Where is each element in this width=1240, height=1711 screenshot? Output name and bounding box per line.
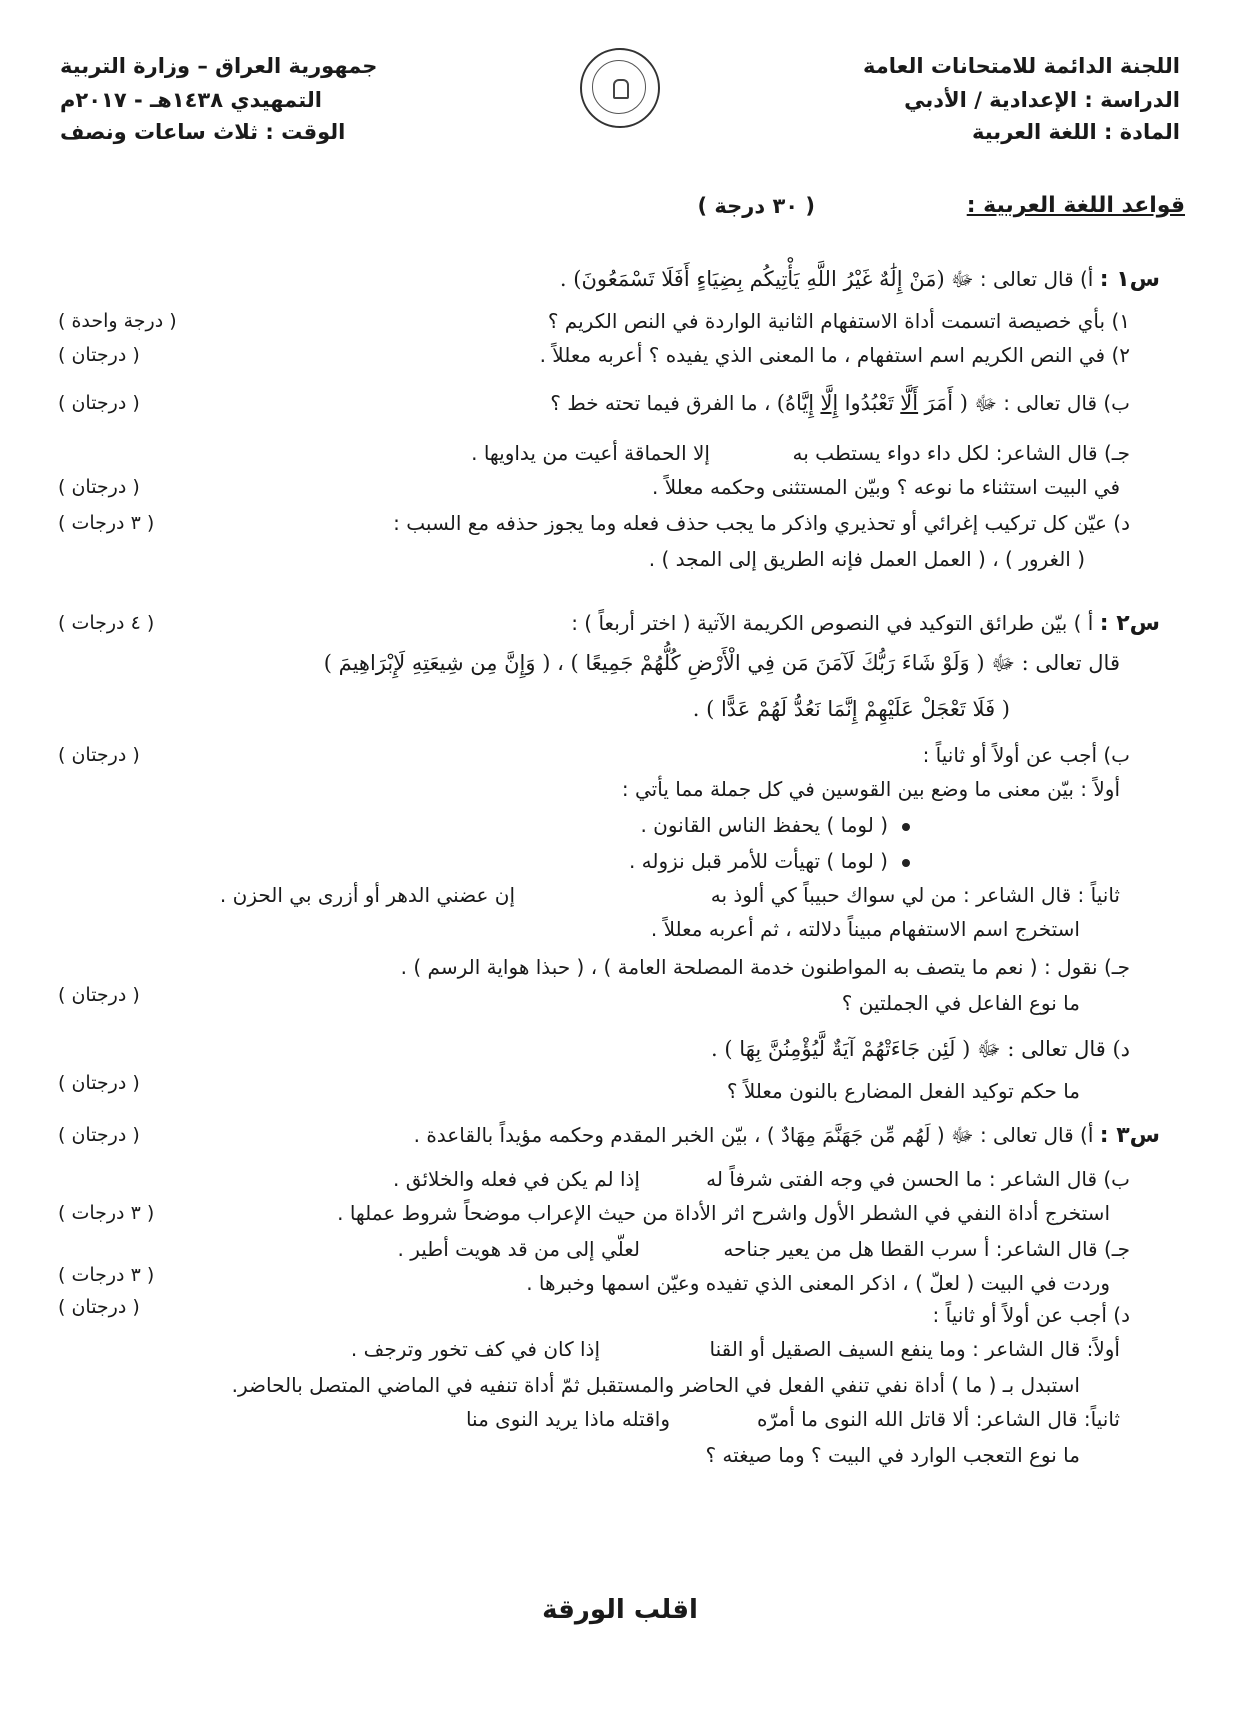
q3-b-verse-second: إذا لم يكن في فعله والخلائق . (393, 1167, 640, 1191)
q2-c-question: ما نوع الفاعل في الجملتين ؟ (841, 991, 1080, 1015)
q2-a-marks: ( ٤ درجات ) (58, 612, 155, 634)
q2-b-first: أولاً : بيّن معنى ما وضع بين القوسين في كل جملة مما يأتي : (621, 777, 1120, 801)
q2-b-second-question: استخرج اسم الاستفهام مبيناً دلالته ، ثم أعربه معللاً . (650, 917, 1080, 941)
q1-b-verse-underlined-2: إِلَّا (820, 391, 839, 415)
q3-d-first-verse-second: إذا كان في كف تخور وترجف . (350, 1337, 600, 1361)
q1-a2-marks: ( درجتان ) (58, 344, 140, 366)
q1-b-verse-3: إِيَّاهُ) (776, 391, 815, 415)
q1-c-verse-second: إلا الحماقة أعيت من يداويها . (471, 441, 710, 465)
q1-c-question: في البيت استثناء ما نوعه ؟ وبيّن المستثنى وحكمه معللاً . (652, 475, 1120, 499)
q1-d-items: ( الغرور ) ، ( العمل العمل فإنه الطريق إلى المجد ) . (648, 547, 1085, 571)
q3-b-question: استخرج أداة النفي في الشطر الأول واشرح اثر الأداة من حيث الإعراب موضحاً شروط عملها . (337, 1201, 1110, 1225)
q3-b-marks: ( ٣ درجات ) (58, 1202, 155, 1224)
country-ministry: جمهورية العراق – وزارة التربية (60, 54, 378, 78)
q2-a-question: أ ) بيّن طرائق التوكيد في النصوص الكريمة الآتية ( اختر أربعاً ) : (571, 611, 1094, 635)
q2-b-second-verse-second: إن عضني الدهر أو أزرى بي الحزن . (219, 883, 515, 907)
q1-c-verse-first: جـ) قال الشاعر: لكل داء دواء يستطب به (792, 441, 1130, 465)
q2-b-first-item-2 (50, 844, 910, 878)
q1-a2: ٢) في النص الكريم اسم استفهام ، ما المعنى الذي يفيده ؟ أعربه معللاً . (539, 343, 1130, 367)
q1-a-verse: (مَنْ إِلَٰهٌ غَيْرُ اللَّهِ يَأْتِيكُم بِضِيَاءٍ أَفَلَا تَسْمَعُونَ) . (559, 267, 945, 291)
q2-b-first-1-text: ( لوما ) يحفظ الناس القانون . (640, 813, 888, 837)
q1-b-verse-2: تَعْبُدُوا (844, 391, 894, 415)
q1-c-marks: ( درجتان ) (58, 476, 140, 498)
subject-name: المادة : اللغة العربية (972, 120, 1180, 144)
q1-d-question: د) عيّن كل تركيب إغرائي أو تحذيري واذكر ما يجب حذف فعله وما يجوز حذفه مع السبب : (393, 511, 1130, 535)
q1-b-intro: ب) قال تعالى : ﷻ (974, 391, 1130, 415)
q3-c-verse-second: لعلّي إلى من قد هويت أطير . (397, 1237, 640, 1261)
section-title: قواعد اللغة العربية : (966, 193, 1185, 218)
q1-b-marks: ( درجتان ) (58, 392, 140, 414)
q3-d-second-verse-second: واقتله ماذا يريد النوى منا (465, 1407, 670, 1431)
q3-label: س٣ : (1099, 1123, 1160, 1148)
q1-b-verse-underlined-1: أَلَّا (900, 391, 919, 415)
q1-a-line (50, 262, 1160, 296)
q3-c-verse-first: جـ) قال الشاعر: أ سرب القطا هل من يعير جناحه (723, 1237, 1130, 1261)
turn-page-note: اقلب الورقة (542, 1595, 698, 1625)
exam-date: التمهيدي ١٤٣٨هـ - ٢٠١٧م (60, 88, 322, 112)
exam-time: الوقت : ثلاث ساعات ونصف (60, 120, 346, 144)
q3-c-question: وردت في البيت ( لعلّ ) ، اذكر المعنى الذي تفيده وعيّن اسمها وخبرها . (526, 1271, 1110, 1295)
q2-b-first-item-1 (50, 808, 910, 842)
q1-d-marks: ( ٣ درجات ) (58, 512, 155, 534)
section-marks: ( ٣٠ درجة ) (697, 194, 815, 218)
q3-c-marks: ( ٣ درجات ) (58, 1264, 155, 1286)
q2-c-marks: ( درجتان ) (58, 984, 140, 1006)
q3-b-verse-first: ب) قال الشاعر : ما الحسن في وجه الفتى شرفاً له (706, 1167, 1130, 1191)
q3-a-question: أ) قال تعالى : ﷻ ( لَهُم مِّن جَهَنَّمَ مِهَادٌ ) ، بيّن الخبر المقدم وحكمه مؤيداً بالقاعدة . (413, 1123, 1094, 1147)
bullet-icon (902, 823, 910, 831)
q1-b-question: ، ما الفرق فيما تحته خط ؟ (550, 391, 771, 415)
q2-b-marks: ( درجتان ) (58, 744, 140, 766)
q1-b-verse-1: ( أَمَرَ (924, 391, 968, 415)
q3-d-second-verse-first: ثانياً: قال الشاعر: ألا قاتل الله النوى ما أمرّه (756, 1407, 1120, 1431)
bullet-icon (902, 859, 910, 867)
q2-b-intro: ب) أجب عن أولاً أو ثانياً : (922, 743, 1130, 767)
q3-d-first-question: استبدل بـ ( ما ) أداة نفي تنفي الفعل في الحاضر والمستقبل ثمّ أداة تنفيه في الماضي المتصل بالحاضر. (231, 1373, 1080, 1397)
q1-label: س١ : (1099, 267, 1160, 292)
q1-a1-marks: ( درجة واحدة ) (58, 310, 177, 332)
q1-b-line (50, 386, 1130, 420)
q2-a-verse-1: قال تعالى : ﷻ ( وَلَوْ شَاءَ رَبُّكَ لَآمَنَ مَن فِي الْأَرْضِ كُلُّهُمْ جَمِيعًا ) ، ( وَإِنَّ مِن شِيعَتِهِ لَإِبْرَاهِيمَ ) (323, 651, 1120, 675)
ministry-seal-icon (580, 48, 660, 128)
q2-d-question: ما حكم توكيد الفعل المضارع بالنون معللاً ؟ (726, 1079, 1080, 1103)
q3-a-marks: ( درجتان ) (58, 1124, 140, 1146)
q3-a-line (50, 1118, 1160, 1152)
committee-name: اللجنة الدائمة للامتحانات العامة (863, 54, 1180, 78)
q1-a-intro: أ) قال تعالى : ﷻ (951, 267, 1094, 291)
study-branch: الدراسة : الإعدادية / الأدبي (904, 88, 1180, 112)
q3-d-second-question: ما نوع التعجب الوارد في البيت ؟ وما صيغته ؟ (705, 1443, 1080, 1467)
q2-d-intro-text: د) قال تعالى : ﷻ ( لَئِن جَاءَتْهُمْ آيَةٌ لَّيُؤْمِنُنَّ بِهَا ) . (711, 1037, 1130, 1061)
q2-a-line (50, 606, 1160, 640)
q1-a1: ١) بأي خصيصة اتسمت أداة الاستفهام الثانية الواردة في النص الكريم ؟ (547, 309, 1130, 333)
q3-d-marks: ( درجتان ) (58, 1296, 140, 1318)
q2-b-second-verse-first: ثانياً : قال الشاعر : من لي سواك حبيباً كي ألوذ به (710, 883, 1120, 907)
q2-label: س٢ : (1099, 611, 1160, 636)
q2-c-intro: جـ) نقول : ( نعم ما يتصف به المواطنون خدمة المصلحة العامة ) ، ( حبذا هواية الرسم ) . (400, 955, 1130, 979)
q2-b-first-2-text: ( لوما ) تهيأت للأمر قبل نزوله . (628, 849, 888, 873)
q3-d-intro: د) أجب عن أولاً أو ثانياً : (932, 1303, 1130, 1327)
q2-d-marks: ( درجتان ) (58, 1072, 140, 1094)
q2-d-intro (50, 1032, 1130, 1066)
q3-d-first-verse-first: أولاً: قال الشاعر : وما ينفع السيف الصقيل أو القنا (709, 1337, 1120, 1361)
q2-a-verse-2: ( فَلَا تَعْجَلْ عَلَيْهِمْ إِنَّمَا نَعُدُّ لَهُمْ عَدًّا ) . (692, 697, 1010, 721)
